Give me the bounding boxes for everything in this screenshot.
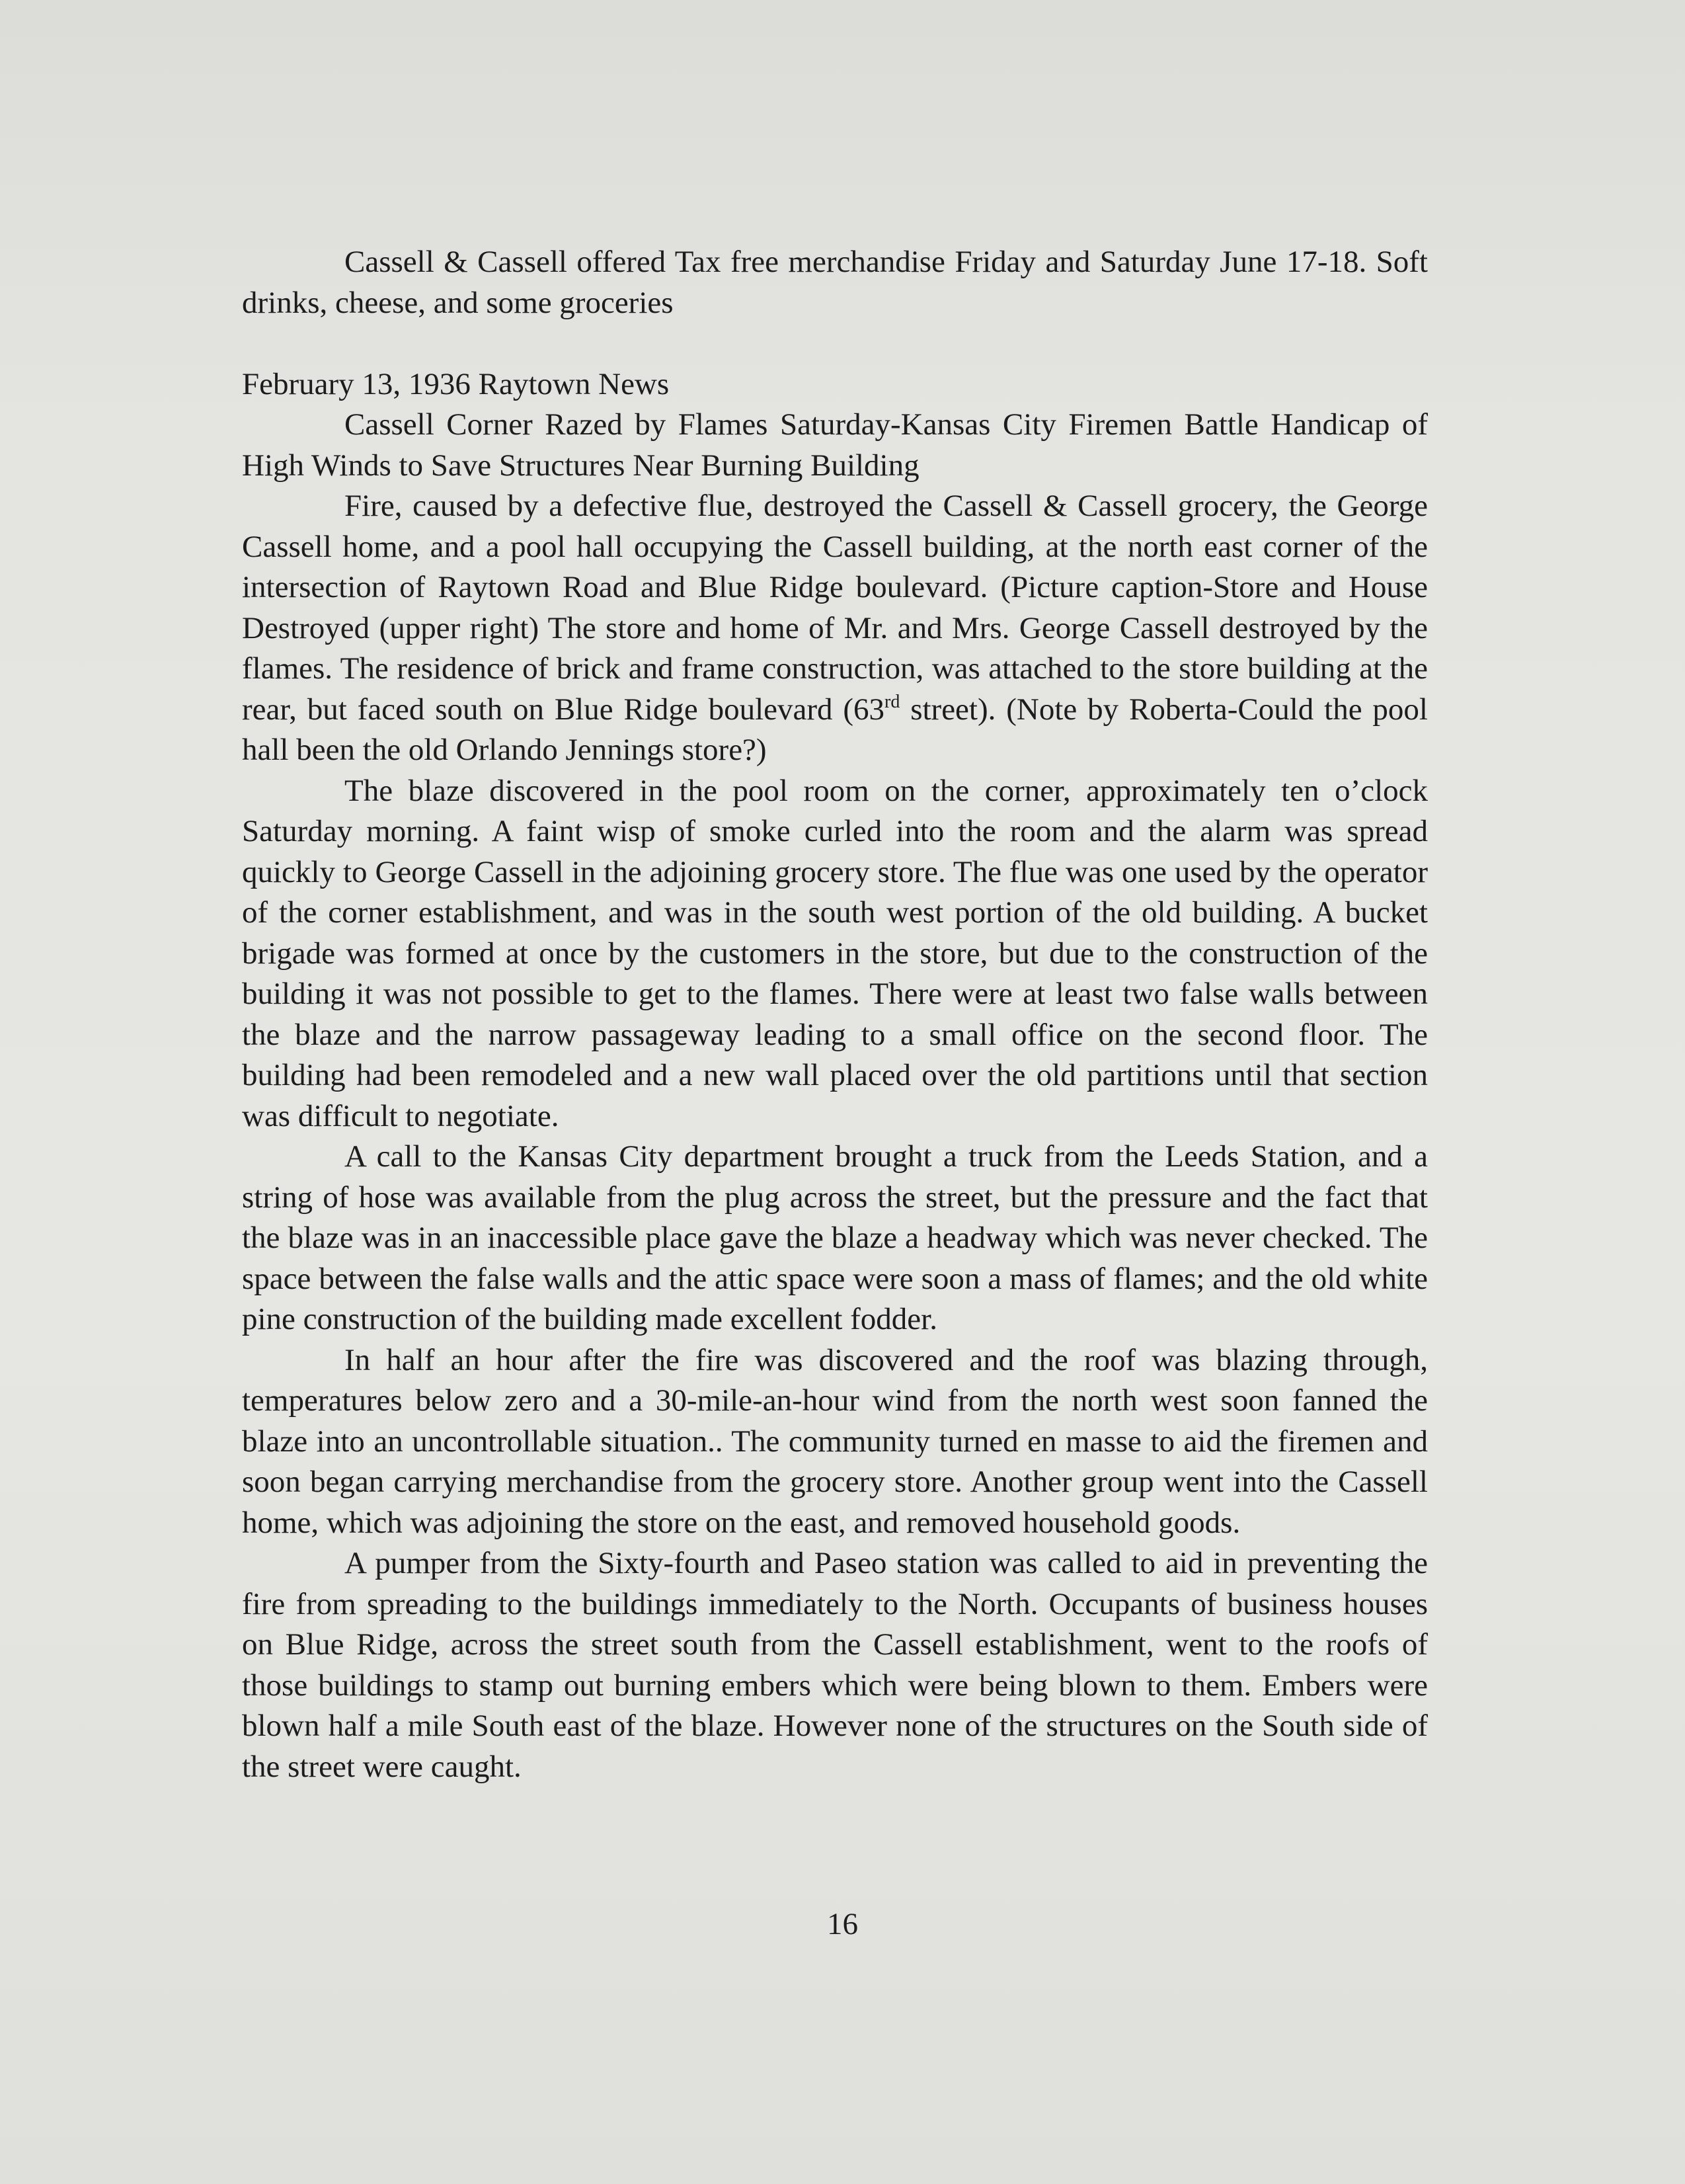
headline: Cassell Corner Razed by Flames Saturday-Kansas City Firemen Battle Handicap of High Winds to Save Structures Near Burning Building — [242, 407, 1428, 483]
page-number: 16 — [827, 1907, 858, 1941]
paragraph-4: In half an hour after the fire was discovered and the roof was blazing through, temperatures below zero and a 30-mile-an-hour wind from the north west soon fanned the blaze into an uncontrollable situation.. The community turned en masse to aid the firemen and soon began carrying merchandise from the grocery store. Another group went into the Cassell home, which was adjoining the store on the east, and removed household goods. — [242, 1342, 1428, 1540]
paragraph-2: The blaze discovered in the pool room on the corner, approximately ten o’clock Saturday morning. A faint wisp of smoke curled into the room and the alarm was spread quickly to George Cassell in the adjoining grocery store. The flue was one used by the operator of the corner establishment, and was in the south west portion of the old building. A bucket brigade was formed at once by the customers in the store, but due to the construction of the building it was not possible to get to the flames. There were at least two false walls between the blaze and the narrow passageway leading to a small office on the second floor. The building had been remodeled and a new wall placed over the old partitions until that section was difficult to negotiate. — [242, 773, 1428, 1133]
paragraph-1 — [242, 486, 1428, 771]
paragraph-spacer — [242, 323, 1428, 364]
intro-paragraph: Cassell & Cassell offered Tax free merchandise Friday and Saturday June 17-18. Soft drinks, cheese, and some groceries — [242, 245, 1428, 320]
paragraph-3: A call to the Kansas City department brought a truck from the Leeds Station, and a string of hose was available from the plug across the street, but the pressure and the fact that the blaze was in an inaccessible place gave the blaze a headway which was never checked. The space between the false walls and the attic space were soon a mass of flames; and the old white pine construction of the building made excellent fodder. — [242, 1139, 1428, 1336]
page-body — [242, 242, 1428, 1787]
paragraph-1-text-b: street). (Note by Roberta-Could the pool hall been the old Orlando Jennings store?) — [242, 692, 1428, 767]
ordinal-superscript: rd — [884, 691, 900, 712]
paragraph-5: A pumper from the Sixty-fourth and Paseo station was called to aid in preventing the fire from spreading to the buildings immediately to the North. Occupants of business houses on Blue Ridge, across the street south from the Cassell establishment, went to the roofs of those buildings to stamp out burning embers which were being blown to them. Embers were blown half a mile South east of the blaze. However none of the structures on the South side of the street were caught. — [242, 1546, 1428, 1784]
paragraph-1-text-a: Fire, caused by a defective flue, destroyed the Cassell & Cassell grocery, the George Cassell home, and a pool hall occupying the Cassell building, at the north east corner of the intersection of Raytown Road and Blue Ridge boulevard. (Picture caption-Store and House Destroyed (upper right) The store and home of Mr. and Mrs. George Cassell destroyed by the flames. The residence of brick and frame construction, was attached to the store building at the rear, but faced south on Blue Ridge boulevard (63 — [242, 489, 1428, 727]
dateline: February 13, 1936 Raytown News — [242, 366, 670, 401]
